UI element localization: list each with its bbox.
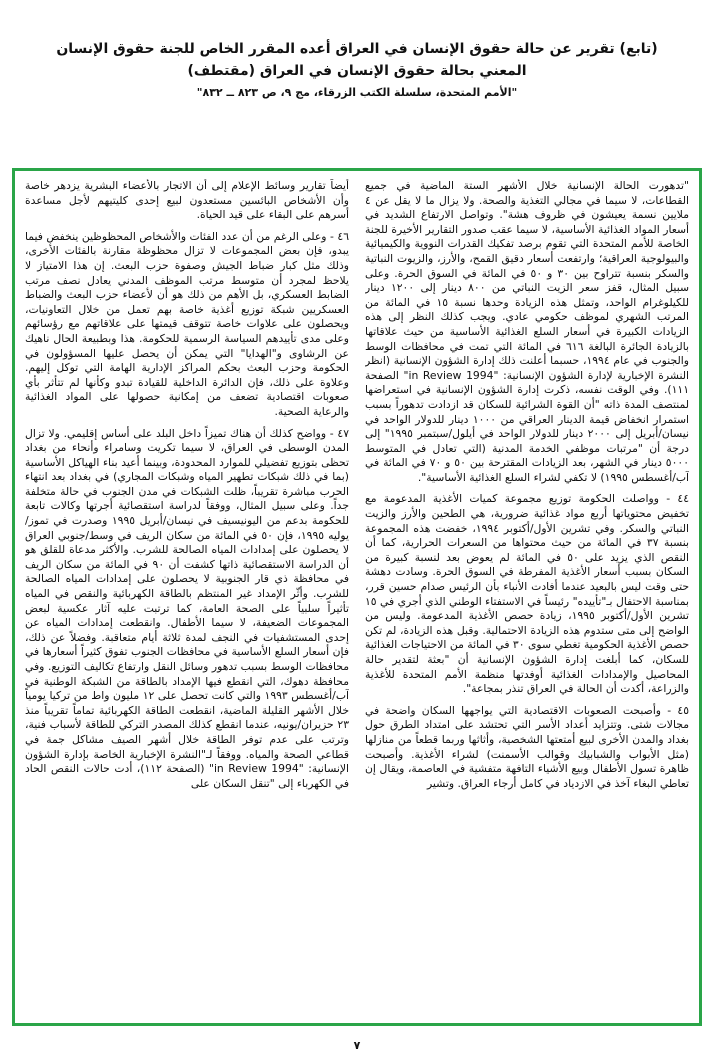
column-right bbox=[365, 179, 689, 1015]
header-title-line2: المعني بحالة حقوق الإنسان في العراق (مقتطف) bbox=[187, 63, 527, 80]
text-body-border bbox=[12, 168, 702, 1026]
column-left bbox=[25, 179, 349, 1015]
paragraph-continuation-right: "تدهورت الحالة الإنسانية خلال الأشهر الستة الماضية في جميع القطاعات، لا سيما في مجالي التغذية والصحة. ولا يزال ما لا يقل عن ٤ ملايين نسمة يعيشون في ظروف هشة". وتواصل الارتفاع الشديد في أسعار المواد الغذائية الأساسية، لا سيما عقب صدور التقارير الأخيرة للجنة الخاصة للأمم المتحدة التي تقوم برصد تفكيك القدرات النووية والكيميائية والبيولوجية العراقية؛ وارتفعت أسعار دقيق القمح، والأرز، والزيوت النباتية والسكر بنسبة تتراوح بين ٣٠ و ٥٠ في المائة في السوق الحرة. وعلى سبيل المثال، قفز سعر الزيت النباتي من ٨٠٠ دينار إلى ١٢٠٠ دينار للكيلوغرام الواحد، وتمثل هذه الزيادة وحدها نسبة ١٥ في المائة من المرتب الشهري لموظف حكومي عادي. ويجب كذلك النظر إلى هذه الزيادات الكبيرة في أسعار السلع الغذائية الأساسية من حيث علاقاتها بالزيادة الجائرة البالغة ٦١٦ في المائة التي تمت في محافظات الوسط والجنوب في عام ١٩٩٤، حسبما أعلنت ذلك إدارة الشؤون الإنسانية (انظر النشرة الإخبارية لإدارة الشؤون الإنسانية: "1994 in Review" الصفحة ١١١). وفي الوقت نفسه، ذكرت إدارة الشؤون الإنسانية في استعراضها لمنتصف المدة ذاته "أن القوة الشرائية للسكان قد ازدادت تدهوراً بسبب استمرار انخفاض قيمة الدينار العراقي من ١٠٠٠ دينار للدولار الواحد في نيسان/أبريل إلى ٢٠٠٠ دينار للدولار الواحد في أيلول/سبتمبر ١٩٩٥" إلى درجة أن "مرتبات موظفي الخدمة المدنية (التي تعادل في المتوسط ٥٠٠٠ دينار في الشهر، بعد الزيادات المقترحة بين ٥٠ و ٧٠ في المائة في آب/أغسطس ١٩٩٥) لا تكفي لشراء السلع الغذائية الأساسية". bbox=[365, 179, 689, 484]
page-number: ٧ bbox=[353, 1039, 361, 1052]
header-title-line1: (تابع) تقرير عن حالة حقوق الإنسان في العراق أعده المقرر الخاص للجنة حقوق الإنسان bbox=[56, 41, 658, 57]
paragraph-continuation-left: أيضاً تقارير وسائط الإعلام إلى أن الاتجار بالأعضاء البشرية يزدهر خاصة وأن الأشخاص البائسين مستعدون لبيع إحدى كليتيهم لأجل مساعدة أسرهم على البقاء على قيد الحياة. bbox=[25, 179, 349, 222]
header-source-line: "الأمم المتحدة، سلسلة الكتب الزرقاء، مج ٩، ص ٨٢٣ ــ ٨٣٢" bbox=[196, 85, 518, 99]
paragraph-44: ٤٤ - وواصلت الحكومة توزيع مجموعة كميات الأغذية المدعومة مع تخفيض محتوياتها أربع مواد غذائية ضرورية، هي الطحين والأرز والزيت النباتي والسكر. وفي تشرين الأول/أكتوبر ١٩٩٤، خفضت هذه المجموعة بنسبة ٣٧ في المائة من حيث محتواها من السعرات الحرارية، كما أن النقص الذي يزيد على ٥٠ في المائة لم يعوض بعد لنسبة كبيرة من السكان بسبب أسعار الأغذية المفرطة في السوق الحرة. وسادت دهشة حتى وقت ليس بالبعيد عندما أفادت الأنباء بأن الرئيس صدام حسين قرر، بمناسبة الاحتفال بـ"تأييده" رئيساً في الاستفتاء الوطني الذي أجري في ١٥ تشرين الأول/أكتوبر ١٩٩٥، زيادة حصص الأغذية المدعومة. وليس من الواضح إلى متى ستدوم هذه الزيادة الاحتمالية. وقبل هذه الزيادة، لم تكن حصص الأغذية الحكومية تغطي سوى ٣٠ في المائة من الاحتياجات الغذائية للسكان، كما أبلغت إدارة الشؤون الإنسانية أن "بعثة لتقدير حالة المحاصيل والإمدادات الغذائية أوفدتها منظمة الأمم المتحدة للأغذية والزراعة، أكدت أن الحالة في العراق تنذر بمجاعة". bbox=[365, 492, 689, 696]
paragraph-45: ٤٥ - وأصبحت الصعوبات الاقتصادية التي يواجهها السكان واضحة في مجالات شتى. وتتزايد أعداد الأسر التي تحتشد على امتداد الطرق حول بغداد والمدن الأخرى لبيع أمتعتها الشخصية، وأثاثها وربما قطعاً من منازلها (مثل الأبواب والشبابيك وقوالب الأسمنت) لشراء الأغذية. وأصبحت ظاهرة تسول الأطفال وبيع الأشياء التافهة متفشية في العاصمة، ويقال إن تعاطي البغاء آخذ في الازدياد في كامل أرجاء العراق. وتشير bbox=[365, 703, 689, 790]
paragraph-47: ٤٧ - وواضح كذلك أن هناك تميزاً داخل البلد على أساس إقليمي. ولا تزال المدن الوسطى في العراق، لا سيما تكريت وسامراء وأنحاء من بغداد تحظى بتوزيع تفضيلي للموارد المحدودة، وبينما أعيد بناء الهياكل الأساسية (بما في ذلك شبكات تطهير المياه وشبكات المجاري) في بغداد بعد انتهاء الحرب مباشرة تقريباً، ظلت الشبكات في مدن الجنوب في حالة متخلفة جداً. وعلى سبيل المثال، ووفقاً لدراسة استقصائية أجرتها وكالات تابعة للحكومة بدعم من اليونيسيف في نيسان/أبريل ١٩٩٥ وصدرت في تموز/يوليه ١٩٩٥، فإن ٥٠ في المائة من سكان الريف في وسط/جنوبي العراق لا يحصلون على إمدادات المياه الصالحة للشرب. والأكثر مدعاة للقلق هو أن الدراسة الاستقصائية ذاتها كشفت أن ٩٠ في المائة من سكان الريف في محافظة ذي قار الجنوبية لا يحصلون على إمدادات المياه الصالحة للشرب. وأثّر الإمداد غير المنتظم بالطاقة الكهربائية والنقص في المياه تأثيراً سلبياً على الصحة العامة، كما ترتبت عليه آثار عكسية لبعض المجموعات الضعيفة، لا سيما الأطفال. وانقطعت إمدادات المياه عن إحدى المستشفيات في النجف لمدة ثلاثة أيام متعاقبة. وفضلاً عن ذلك، فإن أسعار السلع الأساسية في محافظات الجنوب تفوق كثيراً أسعارها في محافظات الوسط بسبب تدهور وسائل النقل وارتفاع تكاليف التوزيع. وفي محافظة دهوك، التي انقطع فيها الإمداد بالطاقة من الشبكة الوطنية في آب/أغسطس ١٩٩٣ والتي كانت تحصل على ١٢ مليون واط من تركيا يومياً خلال الأشهر القليلة الماضية، انقطعت الطاقة الكهربائية تماماً تقريباً منذ ٢٣ حزيران/يونيه، عندما انقطع كذلك المصدر التركي للطاقة لأسباب فنية، وترتب على عدم توفر الطاقة خلال أشهر الصيف مشاكل جمة في قطاعي الصحة والمياه. ووفقاً لـ"النشرة الإخبارية الخاصة بإدارة الشؤون الإنسانية: "1994 in Review" (الصفحة ١١٢)، أدت حالات النقص الحاد في الكهرباء إلى "تنقل السكان على bbox=[25, 426, 349, 790]
paragraph-46: ٤٦ - وعلى الرغم من أن عدد الفئات والأشخاص المحظوظين ينخفض فيما يبدو، فإن بعض المجموعات لا تزال محظوظة مقارنة بالفئات الأخرى، وذلك مثل كبار ضباط الجيش وصفوة حزب البعث. إن هذا الامتياز لا يلاحظ لمجرد أن متوسط مرتب الموظف المدني يعادل نصف مرتب الضابط العسكري، بل الأهم من ذلك هو أن لأعضاء حزب البعث والضباط العسكريين شبكة توزيع أغذية خاصة بهم تعمل من خلال التعاونيات، ويحصلون على علاوات خاصة تتوقف قيمتها على علاقاتهم مع رؤسائهم وعلى مدى تأييدهم السياسة الرسمية للحكومة. هذا وبطبيعة الحال ناهيك عن الرشاوى و"الهدايا" التي يمكن أن يحصل عليها المسؤولون في الحكومة وحزب البعث بحكم المراكز الإدارية الهامة التي توكل إليهم. وعلاوة على ذلك، فإن الدائرة الداخلية للقيادة تبدو وكأنها لم تتأثر بأي صعوبات اقتصادية تضعف من إمكانية حصولها على المواد الغذائية والرعاية الصحية. bbox=[25, 229, 349, 418]
document-header bbox=[0, 38, 714, 103]
two-column-layout bbox=[25, 179, 689, 1015]
